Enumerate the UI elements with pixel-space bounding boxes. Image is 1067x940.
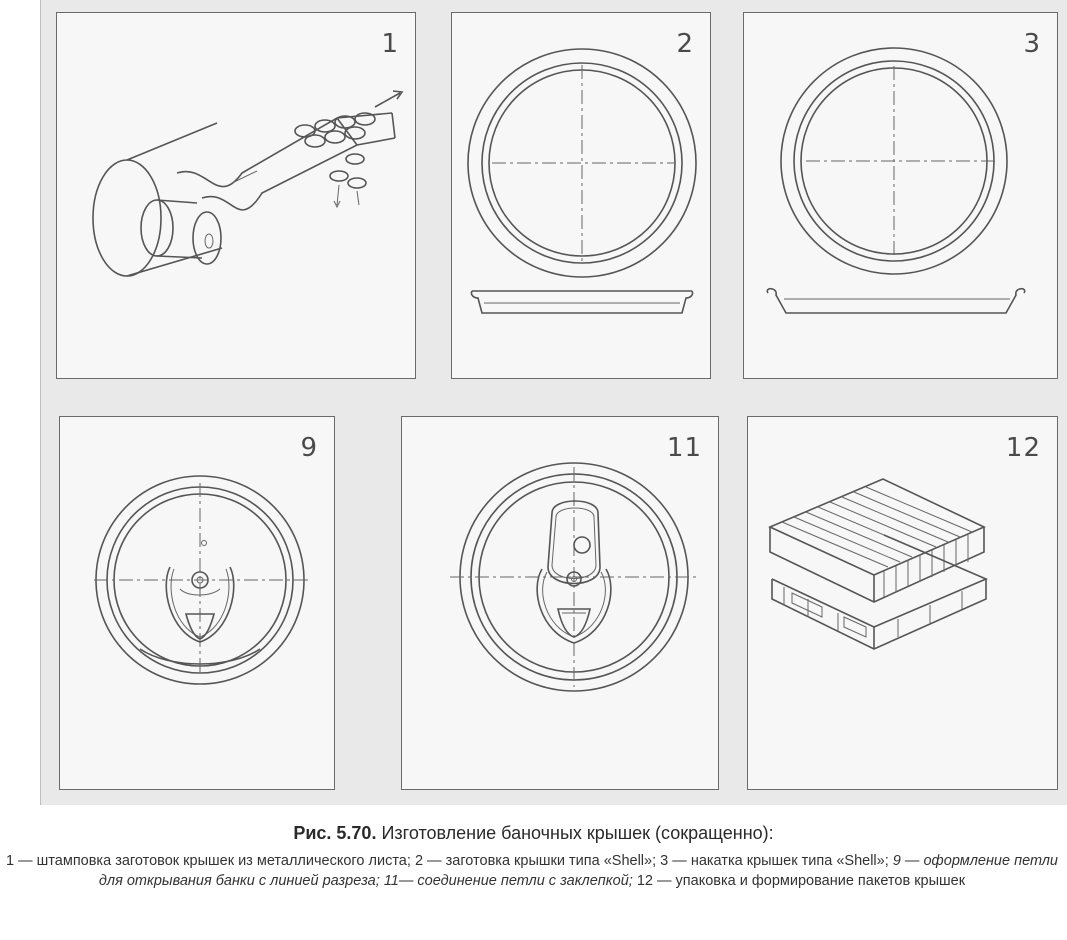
panel-shell-blank: [451, 12, 711, 379]
legend-num: 12: [636, 873, 653, 889]
legend-text: упаковка и формирование пакетов крышек: [675, 873, 966, 889]
panel-number: 9: [300, 433, 318, 463]
panel-number: 12: [1005, 433, 1041, 463]
figure-label: Рис. 5.70.: [293, 823, 377, 843]
legend-text: штамповка заготовок крышек из металлического листа;: [36, 853, 411, 869]
panel-number: 1: [381, 29, 399, 59]
figure-area: [40, 0, 1067, 805]
tab-forming-illustration: [60, 417, 334, 789]
legend-num: 3: [660, 853, 669, 869]
panel-tab-forming: [59, 416, 335, 790]
legend-text: оформление петли для открывания банки с линией разреза;: [98, 853, 1058, 889]
figure-title: Изготовление баночных крышек (сокращенно):: [381, 823, 774, 843]
shell-blank-illustration: [452, 13, 710, 378]
legend-num: 1: [6, 853, 15, 869]
panel-number: 11: [666, 433, 702, 463]
stamping-illustration: [57, 13, 415, 378]
legend-text: заготовка крышки типа «Shell»;: [445, 853, 657, 869]
panel-tab-riveting: [401, 416, 719, 790]
legend-num: 11: [383, 873, 399, 889]
panel-packaging: [747, 416, 1058, 790]
caption-title: [0, 823, 1067, 844]
panel-shell-curling: [743, 12, 1058, 379]
shell-curling-illustration: [744, 13, 1057, 378]
caption-legend: 1 — штамповка заготовок крышек из металлического листа; 2 — заготовка крышки типа «Shell»; 3 — накатка крышек типа «Shell»; 9 — оформление петли для открывания банки с линией разреза; 11— соединение петли с заклепкой; 12 — упаковка и формирование пакетов крышек: [6, 853, 1058, 889]
tab-riveting-illustration: [402, 417, 718, 789]
packaging-illustration: [748, 417, 1057, 789]
panel-stamping: [56, 12, 416, 379]
legend-text: соединение петли с заклепкой;: [417, 873, 633, 889]
legend-num: 9: [892, 853, 901, 869]
panel-number: 2: [676, 29, 694, 59]
panel-number: 3: [1023, 29, 1041, 59]
figure-caption: [0, 805, 1067, 940]
legend-text: накатка крышек типа «Shell»;: [690, 853, 889, 869]
legend-num: 2: [414, 853, 424, 869]
